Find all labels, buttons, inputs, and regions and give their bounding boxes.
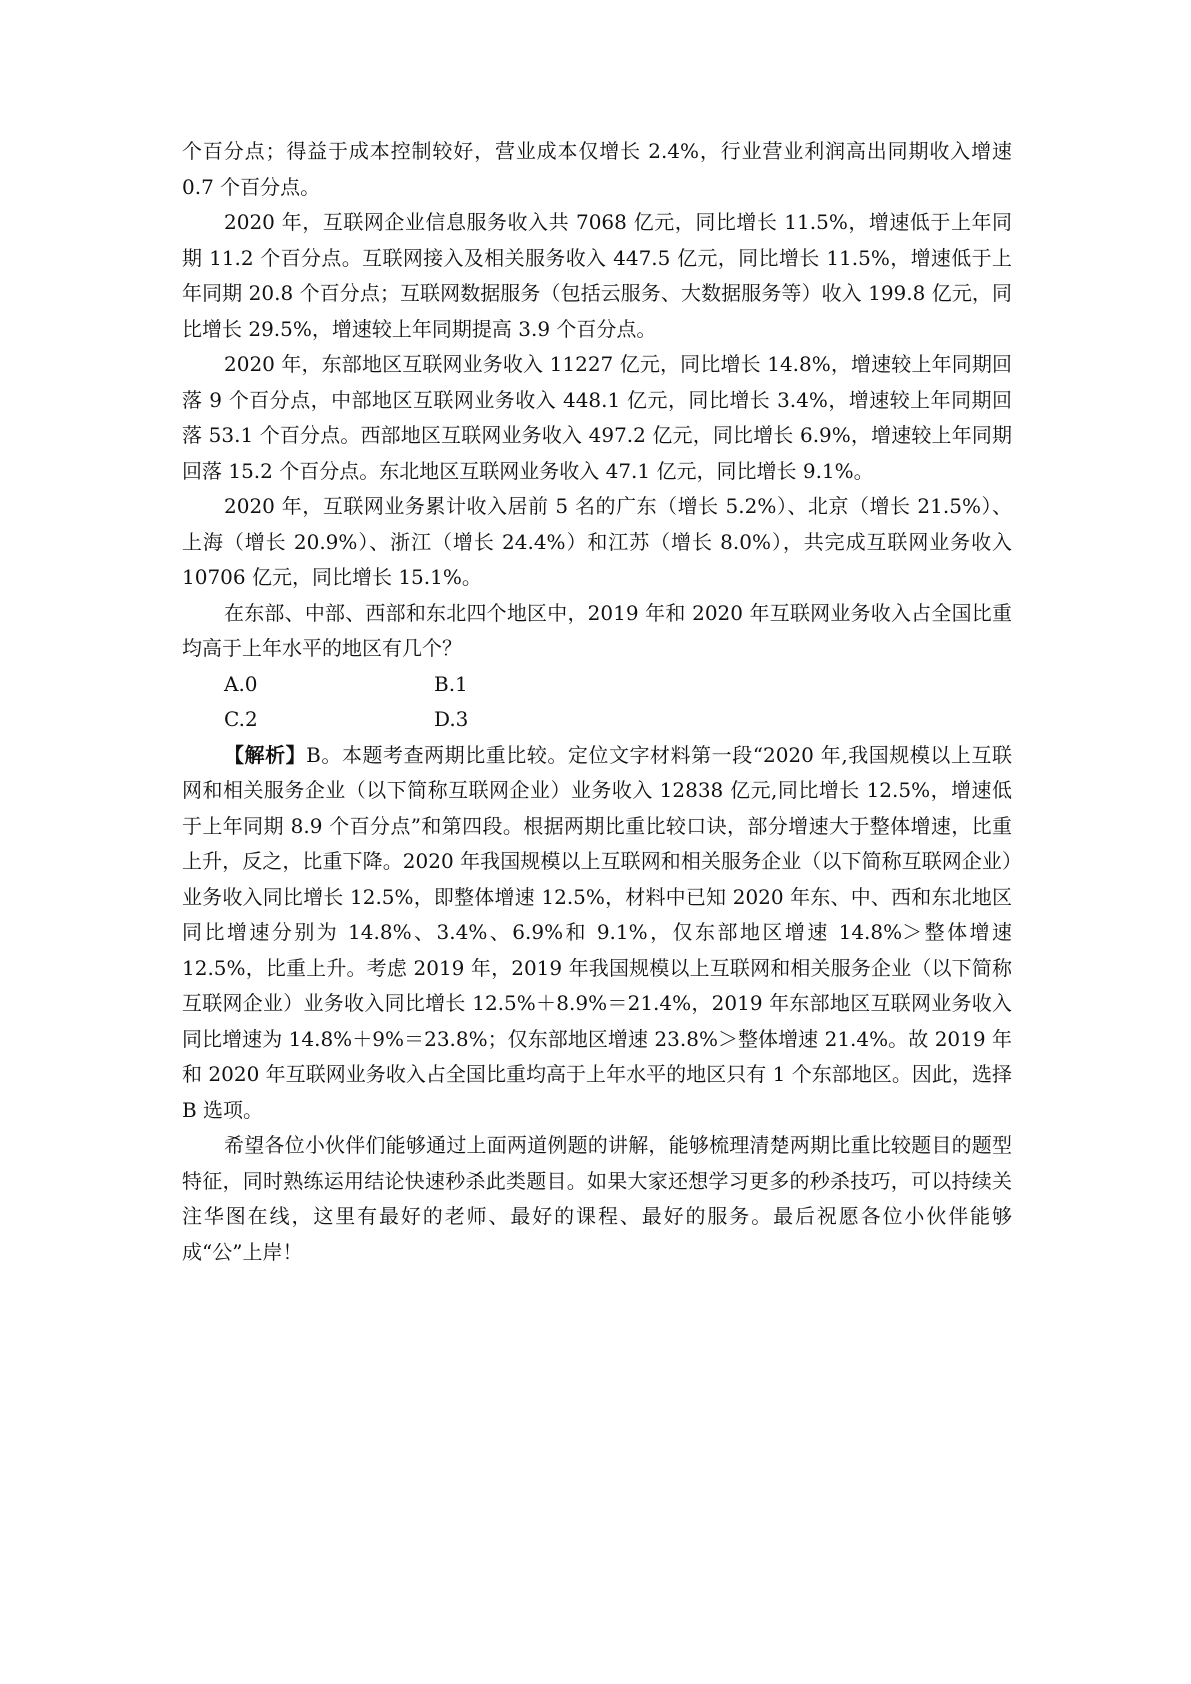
option-c: C.2 [224,707,258,731]
question-text: 在东部、中部、西部和东北四个地区中，2019 年和 2020 年互联网业务收入占全国比重均高于上年水平的地区有几个？ [182,600,1012,660]
paragraph-continuation: 个百分点；得益于成本控制较好，营业成本仅增长 2.4%，行业营业利润高出同期收入增速 0.7 个百分点。 [182,139,1012,199]
option-d: D.3 [434,707,469,731]
closing-paragraph: 希望各位小伙伴们能够通过上面两道例题的讲解，能够梳理清楚两期比重比较题目的题型特征，同时熟练运用结论快速秒杀此类题目。如果大家还想学习更多的秒杀技巧，可以持续关注华图在线，这里有最好的老师、最好的课程、最好的服务。最后祝愿各位小伙伴能够成“公”上岸！ [182,1133,1012,1264]
document-page [182,134,1012,1270]
paragraph-top-provinces: 2020 年，互联网业务累计收入居前 5 名的广东（增长 5.2%）、北京（增长 21.5%）、上海（增长 20.9%）、浙江（增长 24.4%）和江苏（增长 8.0%），共完成互联网业务收入 10706 亿元，同比增长 15.1%。 [182,494,1012,589]
answer-options [182,667,1012,738]
analysis-text: B。本题考查两期比重比较。定位文字材料第一段“2020 年,我国规模以上互联网和相关服务企业（以下简称互联网企业）业务收入 12838 亿元,同比增长 12.5%，增速低于上年同期 8.9 个百分点”和第四段。根据两期比重比较口诀，部分增速大于整体增速，比重上升，反之，比重下降。2020 年我国规模以上互联网和相关服务企业（以下简称互联网企业）业务收入同比增长 12.5%，即整体增速 12.5%，材料中已知 2020 年东、中、西和东北地区同比增速分别为 14.8%、3.4%、6.9%和 9.1%，仅东部地区增速 14.8%＞整体增速 12.5%，比重上升。考虑 2019 年，2019 年我国规模以上互联网和相关服务企业（以下简称互联网企业）业务收入同比增长 12.5%＋8.9%＝21.4%，2019 年东部地区互联网业务收入同比增速为 14.8%＋9%＝23.8%；仅东部地区增速 23.8%＞整体增速 21.4%。故 2019 年和 2020 年互联网业务收入占全国比重均高于上年水平的地区只有 1 个东部地区。因此，选择 B 选项。 [182,742,1012,1122]
option-a: A.0 [224,671,258,696]
analysis-paragraph [182,738,1012,1129]
analysis-label: 【解析】 [224,742,307,767]
paragraph-regional-income: 2020 年，东部地区互联网业务收入 11227 亿元，同比增长 14.8%，增速较上年同期回落 9 个百分点，中部地区互联网业务收入 448.1 亿元，同比增长 3.4%，增速较上年同期回落 53.1 个百分点。西部地区互联网业务收入 497.2 亿元，同比增长 6.9%，增速较上年同期回落 15.2 个百分点。东北地区互联网业务收入 47.1 亿元，同比增长 9.1%。 [182,352,1012,483]
options-row-2 [224,702,1012,738]
option-b: B.1 [434,671,468,696]
options-row-1 [224,667,1012,703]
paragraph-info-services: 2020 年，互联网企业信息服务收入共 7068 亿元，同比增长 11.5%，增速低于上年同期 11.2 个百分点。互联网接入及相关服务收入 447.5 亿元，同比增长 11.5%，增速低于上年同期 20.8 个百分点；互联网数据服务（包括云服务、大数据服务等）收入 199.8 亿元，同比增长 29.5%，增速较上年同期提高 3.9 个百分点。 [182,210,1012,341]
